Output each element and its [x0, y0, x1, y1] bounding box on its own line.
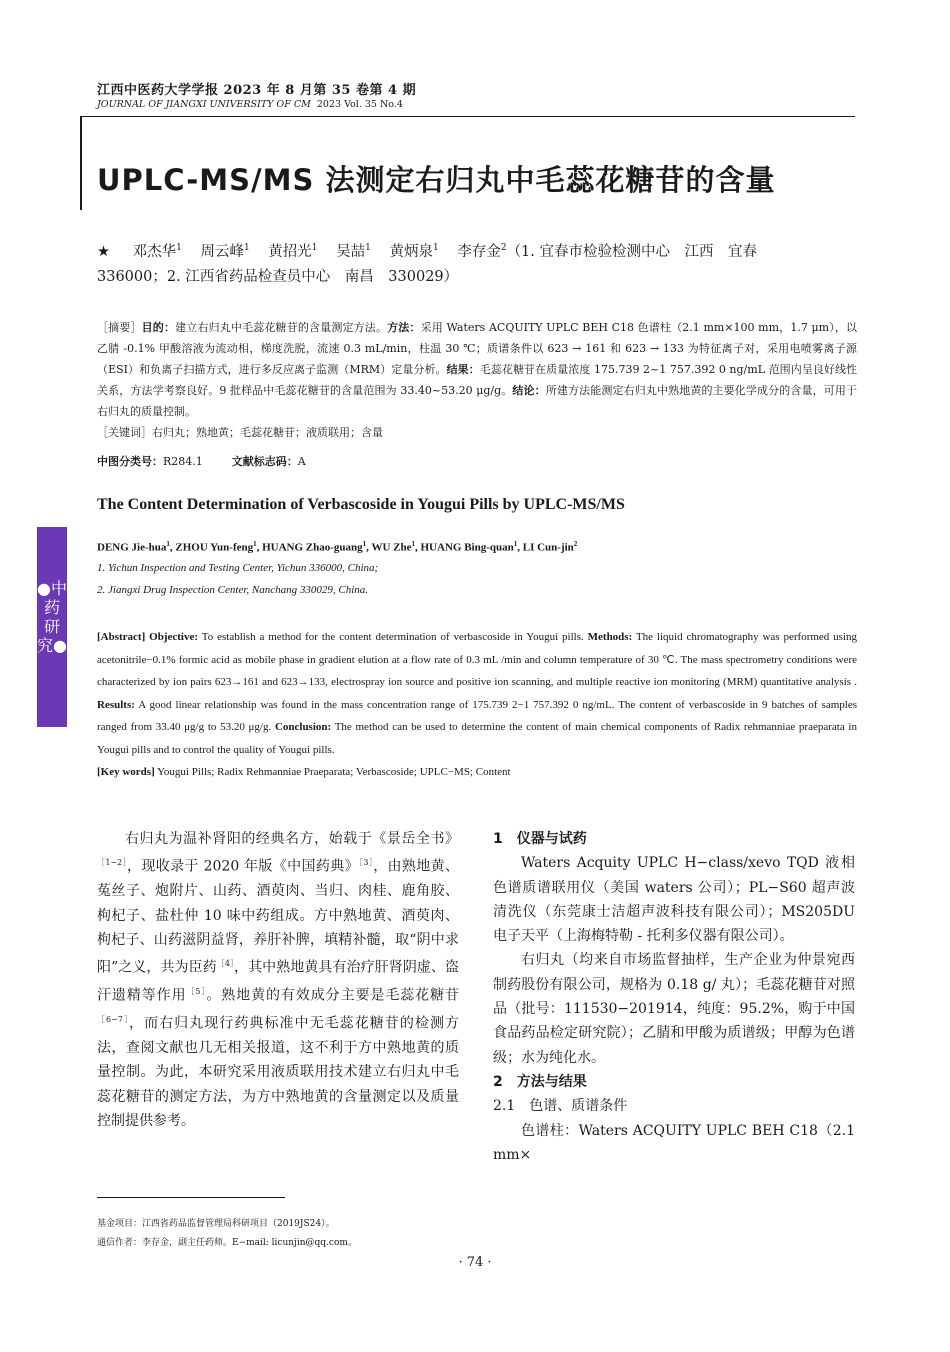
keywords-label: ［关键词］	[97, 426, 152, 439]
author-block	[97, 236, 857, 290]
intro-paragraph: 右归丸为温补肾阳的经典名方，始载于《景岳全书》$^{[1-2]}$，现收录于 2020 年版《中国药典》$^{[3]}$，由熟地黄、菟丝子、炮附片、山药、酒萸肉、当归、肉桂、鹿角胶、枸杞子、盐杜仲 10 味中药组成。方中熟地黄、酒萸肉、枸杞子、山药滋阴益肾，养肝补脾，填精补髓，取“阴中求阳”之义，共为臣药$^{[4]}$，其中熟地黄具有治疗肝肾阴虚、盗汗遗精等作用$^{[5]}$。熟地黄的有效成分主要是毛蕊花糖苷$^{[6-7]}$，而右归丸现行药典标准中无毛蕊花糖苷的检测方法，查阅文献也几无相关报道，这不利于方中熟地黄的质量控制。为此，本研究采用液质联用技术建立右归丸中毛蕊花糖苷的测定方法，为方中熟地黄的含量测定以及质量控制提供参考。	[97, 831, 460, 1129]
objective-text: 建立右归丸中毛蕊花糖苷的含量测定方法。	[175, 321, 388, 334]
methods-label: 方法：	[387, 321, 421, 334]
results-text: 毛蕊花糖苷在质量浓度 175.739 2~1 757.392 0 ng/mL 范围内呈良好线性关系，方法学考察良好。9 批样品中毛蕊花糖苷的含量范围为 33.40~53.20 μg/g。	[97, 363, 858, 397]
citation: ［6−7］	[97, 1015, 130, 1025]
page-number: · 74 ·	[458, 1255, 492, 1270]
clc-label: 中图分类号：	[97, 455, 163, 468]
abstract-cn	[97, 317, 857, 443]
body-column-left	[97, 827, 459, 1133]
english-authors: DENG Jie-hua$^1$, ZHOU Yun-feng$^1$, HUANG Zhao-guang$^1$, WU Zhe$^1$, HUANG Bing-quan$^1$, LI Cun-jin$^2$	[97, 540, 578, 554]
affiliation-line-2: 336000；2. 江西省药品检查员中心 南昌 330029）	[97, 268, 459, 285]
affiliation-line-1: （1. 宜春市检验检测中心 江西 宜春	[506, 243, 758, 260]
category-label: ●中药研究●	[37, 579, 67, 655]
methods-en-label: Methods:	[587, 631, 633, 643]
keywords-text: 右归丸；熟地黄；毛蕊花糖苷；液质联用；含量	[152, 426, 383, 439]
star-icon: ★	[97, 243, 110, 260]
section-heading-2: 2 方法与结果	[493, 1073, 587, 1090]
citation: ［3］	[359, 858, 374, 868]
author-name: 黄炳泉$^1$	[389, 243, 439, 260]
header-vertical-rule	[80, 116, 82, 210]
conclusion-text: 所建方法能测定右归丸中熟地黄的主要化学成分的含量，可用于右归丸的质量控制。	[97, 384, 858, 418]
author-name: 邓杰华$^1$	[132, 243, 182, 260]
conclusion-en-label: Conclusion:	[274, 721, 332, 733]
results-label: 结果：	[446, 363, 480, 376]
objective-en-label: Objective:	[149, 631, 199, 643]
citation: ［4］	[216, 959, 235, 969]
objective-label: 目的：	[141, 321, 176, 334]
keywords-en-text: Yougui Pills; Radix Rehmanniae Praeparata; Verbascoside; UPLC−MS; Content	[157, 766, 511, 778]
subsection-heading-2-1: 2.1 色谱、质谱条件	[493, 1098, 628, 1115]
results-en-text: A good linear relationship was found in the mass concentration range of 175.739 2−1 757.392 0 ng/mL. The content of verbascoside in 9 batches of samples ranged from 33.40 μg/g to 53.20 μg/g.	[97, 698, 857, 733]
author-name: 周云峰$^1$	[200, 243, 250, 260]
objective-en-text: To establish a method for the content determination of verbascoside in Yougui pills.	[201, 631, 584, 643]
citation: ［1−2］	[97, 858, 127, 868]
correspondence-footnote: 通信作者：李存金，副主任药师。E−mail: licunjin@qq.com。	[97, 1238, 357, 1248]
doc-code: A	[297, 455, 306, 468]
paper-title: UPLC-MS/MS 法测定右归丸中毛蕊花糖苷的含量	[97, 163, 776, 197]
body-column-right	[493, 827, 855, 1167]
journal-en-name: JOURNAL OF JIANGXI UNIVERSITY OF CM	[97, 99, 311, 110]
methods-text: 采用 Waters ACQUITY UPLC BEH C18 色谱柱（2.1 mm×100 mm，1.7 μm），以乙腈 -0.1% 甲酸溶液为流动相，梯度洗脱，流速 0.3 mL/min，柱温 30 ℃；质谱条件以 623 → 161 和 623 → 133 为特征离子对，采用电喷雾离子源（ESI）和负离子扫描方式，进行多反应离子监测（MRM）定量分析。	[97, 321, 858, 376]
abstract-en	[97, 626, 857, 784]
doc-code-label: 文献标志码：	[231, 455, 298, 468]
english-title: The Content Determination of Verbascoside in Yougui Pills by UPLC-MS/MS	[97, 496, 625, 513]
conclusion-label: 结论：	[512, 384, 546, 397]
journal-volume: 2023 Vol. 35 No.4	[316, 99, 403, 110]
category-sidebar-tab	[37, 527, 67, 727]
funding-footnote: 基金项目：江西省药品监督管理局科研项目（2019JS24）。	[97, 1219, 335, 1229]
english-affiliation-1: 1. Yichun Inspection and Testing Center, Yichun 336000, China;	[97, 562, 379, 574]
abstract-label: ［摘要］	[97, 321, 142, 334]
conclusion-en-text: The method can be used to determine the content of main chemical components of Radix rehmanniae praeparata in Yougui pills and to control the quality of Yougui pills.	[97, 721, 857, 756]
section-heading-1: 1 仪器与试药	[493, 831, 587, 847]
methods-en-text: The liquid chromatography was performed using acetonitrile−0.1% formic acid as mobile phase in gradient elution at a flow rate of 0.3 mL /min and column temperature of 30 ℃. The mass spectrometry conditions were characterized by ion pairs 623→161 and 623→133, electrospray ion source and positive ion scanning, and multiple reactive ion monitoring (MRM) quantitative analysis .	[97, 631, 858, 688]
header-horizontal-rule	[80, 116, 855, 117]
english-affiliation-2: 2. Jiangxi Drug Inspection Center, Nanchang 330029, China.	[97, 584, 369, 596]
clc-code: R284.1	[163, 455, 203, 468]
author-name: 黄招光$^1$	[268, 243, 318, 260]
keywords-en-label: [Key words]	[97, 766, 155, 778]
journal-name-en	[97, 99, 403, 110]
column-paragraph: 色谱柱：Waters ACQUITY UPLC BEH C18（2.1 mm×	[493, 1122, 855, 1163]
footnote-rule	[97, 1197, 285, 1198]
classification-line	[97, 453, 306, 469]
reagents-paragraph: 右归丸（均来自市场监督抽样，生产企业为仲景宛西制药股份有限公司，规格为 0.18 g/ 丸）；毛蕊花糖苷对照品（批号：111530−201914，纯度：95.2%，购于中国食品药品检定研究院）；乙腈和甲酸为质谱级；甲醇为色谱级；水为纯化水。	[493, 952, 855, 1066]
abstract-en-label: [Abstract]	[97, 631, 146, 643]
results-en-label: Results:	[97, 698, 135, 711]
journal-name-cn: 江西中医药大学学报 2023 年 8 月第 35 卷第 4 期	[97, 83, 417, 98]
author-name: 吴喆$^1$	[336, 243, 371, 260]
citation: ［5］	[186, 987, 207, 997]
instruments-paragraph: Waters Acquity UPLC H−class/xevo TQD 液相色谱质谱联用仪（美国 waters 公司）；PL−S60 超声波清洗仪（东莞康士洁超声波科技有限公司）；MS205DU 电子天平（上海梅特勒 - 托利多仪器有限公司）。	[493, 855, 855, 945]
author-name: 李存金$^2$	[457, 243, 507, 260]
